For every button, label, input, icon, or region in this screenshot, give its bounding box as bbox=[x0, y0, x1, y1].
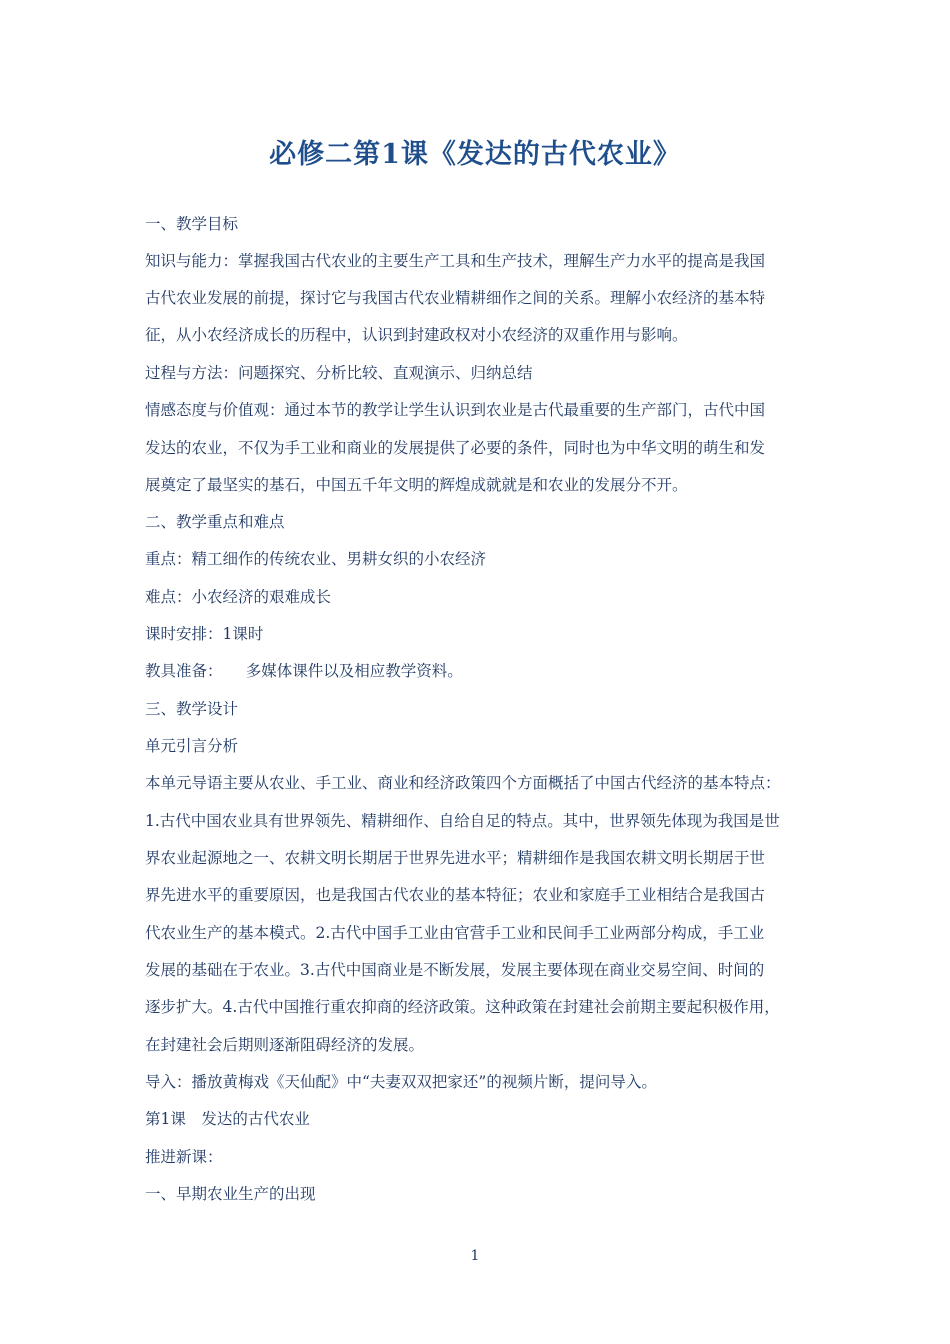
text-line: 情感态度与价值观：通过本节的教学让学生认识到农业是古代最重要的生产部门，古代中国 bbox=[145, 401, 766, 419]
text-line: 本单元导语主要从农业、手工业、商业和经济政策四个方面概括了中国古代经济的基本特点： bbox=[145, 774, 781, 792]
text-line: 三、教学设计 bbox=[145, 700, 239, 718]
text-line: 教具准备： 多媒体课件以及相应教学资料。 bbox=[145, 662, 463, 680]
text-line: 导入：播放黄梅戏《天仙配》中“夫妻双双把家还”的视频片断，提问导入。 bbox=[145, 1073, 657, 1091]
text-line: 界先进水平的重要原因，也是我国古代农业的基本特征；农业和家庭手工业相结合是我国古 bbox=[145, 886, 766, 904]
text-line: 展奠定了最坚实的基石，中国五千年文明的辉煌成就就是和农业的发展分不开。 bbox=[145, 476, 688, 494]
text-line: 1.古代中国农业具有世界领先、精耕细作、自给自足的特点。其中，世界领先体现为我国是世 bbox=[145, 812, 780, 830]
text-line: 发展的基础在于农业。3.古代中国商业是不断发展，发展主要体现在商业交易空间、时间的 bbox=[145, 961, 765, 979]
text-line: 二、教学重点和难点 bbox=[145, 513, 285, 531]
page-number: 1 bbox=[470, 1248, 480, 1264]
text-line: 一、早期农业生产的出现 bbox=[145, 1185, 316, 1203]
text-line: 发达的农业，不仅为手工业和商业的发展提供了必要的条件，同时也为中华文明的萌生和发 bbox=[145, 439, 766, 457]
text-line: 重点：精工细作的传统农业、男耕女织的小农经济 bbox=[145, 550, 487, 568]
text-line: 第1课 发达的古代农业 bbox=[145, 1110, 310, 1128]
document-title: 必修二第1课《发达的古代农业》 bbox=[269, 139, 681, 170]
text-line: 课时安排：1课时 bbox=[145, 625, 264, 643]
text-line: 过程与方法：问题探究、分析比较、直观演示、归纳总结 bbox=[145, 364, 533, 382]
text-line: 在封建社会后期则逐渐阻碍经济的发展。 bbox=[145, 1036, 425, 1054]
text-line: 古代农业发展的前提，探讨它与我国古代农业精耕细作之间的关系。理解小农经济的基本特 bbox=[145, 289, 766, 307]
text-line: 代农业生产的基本模式。2.古代中国手工业由官营手工业和民间手工业两部分构成，手工业 bbox=[145, 924, 765, 942]
text-line: 知识与能力：掌握我国古代农业的主要生产工具和生产技术，理解生产力水平的提高是我国 bbox=[145, 252, 766, 270]
text-line: 一、教学目标 bbox=[145, 215, 239, 233]
text-line: 难点：小农经济的艰难成长 bbox=[145, 588, 332, 606]
text-line: 逐步扩大。4.古代中国推行重农抑商的经济政策。这种政策在封建社会前期主要起积极作用， bbox=[145, 998, 780, 1016]
text-line: 单元引言分析 bbox=[145, 737, 239, 755]
text-line: 界农业起源地之一、农耕文明长期居于世界先进水平；精耕细作是我国农耕文明长期居于世 bbox=[145, 849, 766, 867]
text-line: 征，从小农经济成长的历程中，认识到封建政权对小农经济的双重作用与影响。 bbox=[145, 326, 688, 344]
text-line: 推进新课： bbox=[145, 1148, 223, 1166]
